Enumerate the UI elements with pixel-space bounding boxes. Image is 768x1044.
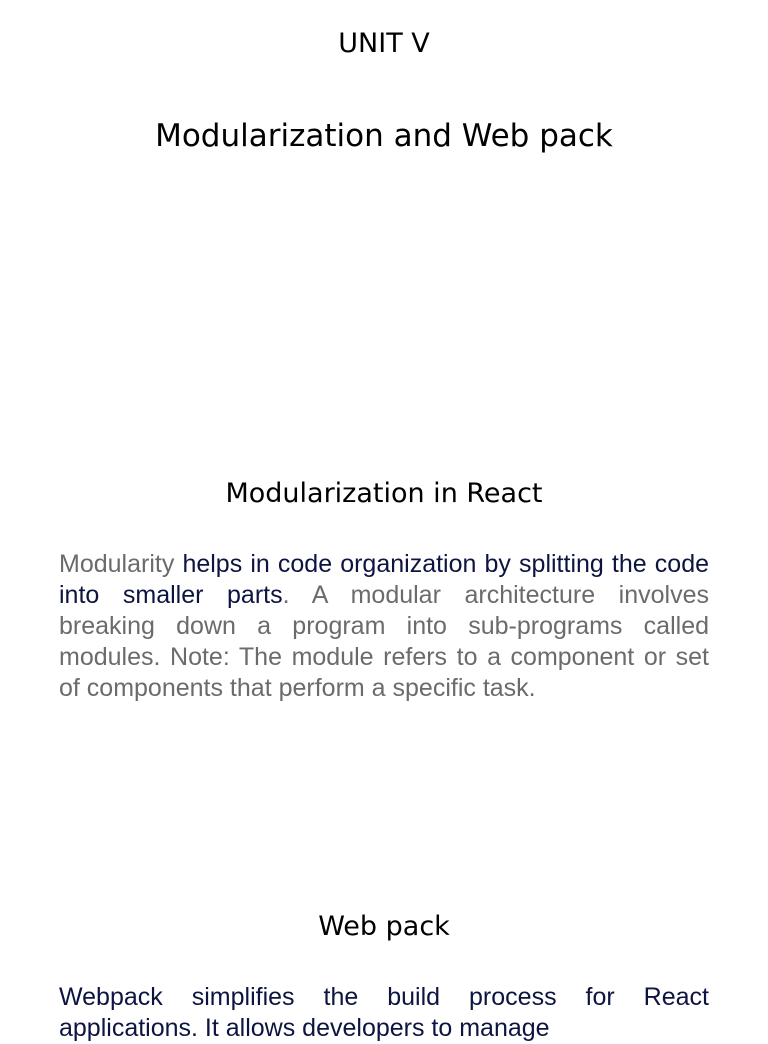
document-title: Modularization and Web pack [155, 118, 613, 154]
section-title-webpack: Web pack [318, 911, 450, 942]
modularization-paragraph [59, 549, 709, 704]
paragraph-highlight-text: helps in code organization by splitting the code into smaller parts [59, 550, 709, 609]
section-title-modularization: Modularization in React [225, 478, 543, 509]
unit-title: UNIT V [338, 28, 430, 59]
paragraph-body-text: . A modular architecture involves breaking down a program into sub-programs called modules. Note: The module refers to a component or set of components that perform a specific task. [59, 581, 709, 702]
paragraph-lead-text: Modularity [59, 550, 183, 578]
webpack-paragraph: Webpack simplifies the build process for React applications. It allows developers to manage [59, 983, 709, 1042]
